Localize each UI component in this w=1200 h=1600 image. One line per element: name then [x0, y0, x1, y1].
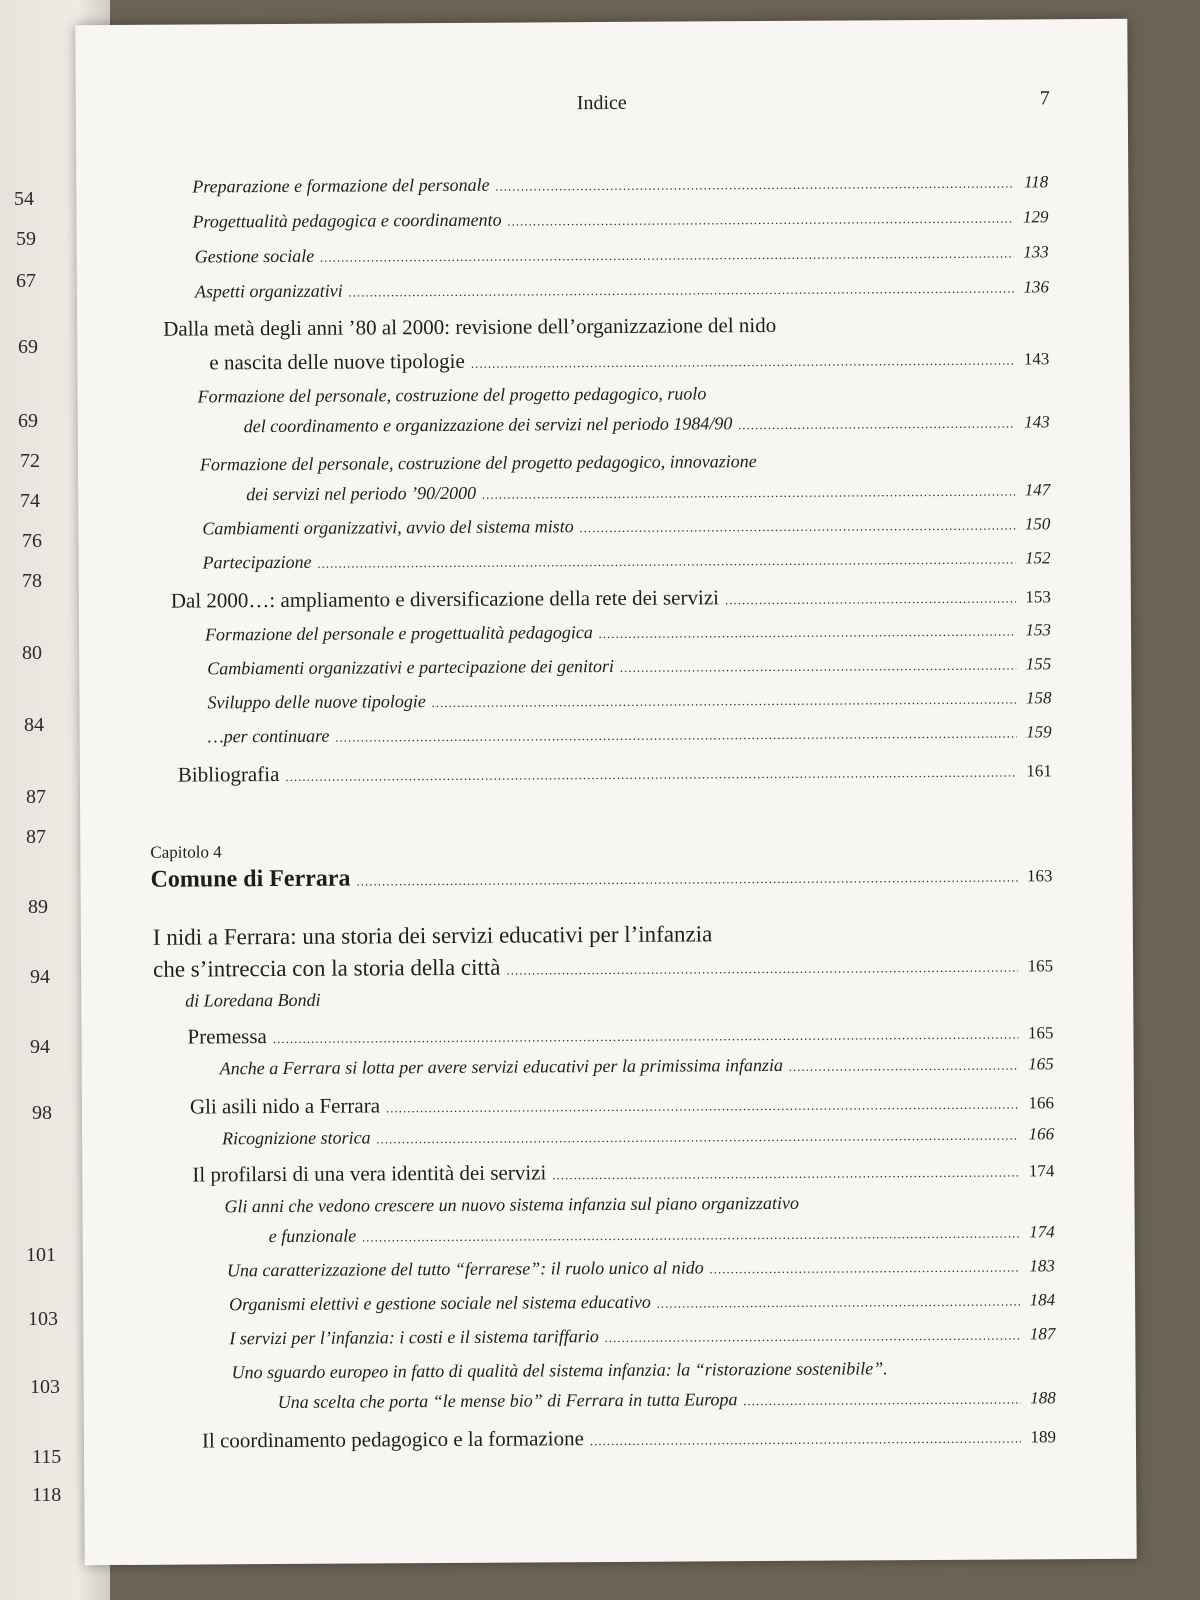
toc-entry [190, 1089, 1054, 1119]
toc-entry-page: 155 [1025, 654, 1052, 674]
leader-dots [657, 1294, 1020, 1309]
facing-page-number: 101 [26, 1244, 56, 1266]
leader-dots [710, 1260, 1020, 1275]
facing-page-number: 67 [16, 270, 36, 292]
toc-entry-title: Formazione del personale, costruzione del progetto pedagogico, ruolo [197, 383, 707, 407]
running-head: Indice [576, 91, 627, 115]
toc-entry-page: 118 [1023, 172, 1049, 192]
toc-entry-title: e nascita delle nuove tipologie [209, 348, 465, 375]
toc-entry-page: 129 [1022, 207, 1049, 227]
facing-page-number: 94 [30, 1036, 50, 1058]
toc-entry-page: 165 [1027, 956, 1054, 976]
toc-entry [205, 619, 1051, 645]
leader-dots [356, 870, 1017, 887]
toc-entry-title: del coordinamento e organizzazione dei servizi nel periodo 1984/90 [243, 413, 733, 437]
facing-page-number: 118 [32, 1484, 62, 1506]
toc-entry-title: Il profilarsi di una vera identità dei servizi [192, 1160, 547, 1187]
toc-entry [229, 1323, 1055, 1349]
leader-dots [285, 765, 1016, 782]
toc-entry-title: Formazione del personale, costruzione del progetto pedagogico, innovazione [199, 451, 757, 475]
chapter-title: Comune di Ferrara [150, 865, 351, 893]
leader-dots [789, 1058, 1018, 1072]
toc-entry-title: Gli asili nido a Ferrara [189, 1093, 381, 1119]
toc-entry [195, 276, 1049, 302]
toc-entry [208, 721, 1052, 747]
toc-entry-title: Progettualità pedagogica e coordinamento [192, 209, 502, 232]
toc-entry-page: 143 [1024, 412, 1050, 432]
toc-entry [207, 653, 1051, 679]
leader-dots [552, 1165, 1019, 1181]
toc-entry-page: 152 [1025, 548, 1051, 568]
toc-entry-page: 174 [1028, 1161, 1055, 1181]
chapter-author: di Loredana Bondi [185, 989, 321, 1011]
toc-entry-page: 159 [1026, 722, 1052, 742]
leader-dots [599, 624, 1016, 640]
facing-page-number: 76 [22, 530, 42, 552]
leader-dots [482, 484, 1015, 500]
toc-entry-title: I servizi per l’infanzia: i costi e il sistema tariffario [229, 1326, 599, 1349]
leader-dots [432, 692, 1016, 709]
leader-dots [335, 726, 1016, 743]
toc-entry [227, 1255, 1055, 1281]
facing-page-number: 54 [14, 188, 34, 210]
toc-entry [246, 479, 1050, 505]
toc-entry-page: 187 [1029, 1324, 1056, 1344]
toc-entry-page: 153 [1025, 587, 1051, 607]
toc-entry-title: Premessa [187, 1024, 267, 1049]
leader-dots [506, 960, 1017, 976]
toc-entry-title: Ricognizione storica [222, 1127, 371, 1149]
toc-entry-title: Aspetti organizzativi [194, 280, 343, 302]
toc-entry [220, 1053, 1054, 1079]
toc-entry [207, 687, 1051, 713]
facing-page-number: 78 [22, 570, 42, 592]
toc-entry [278, 1387, 1056, 1413]
facing-page-number: 59 [16, 228, 36, 250]
leader-dots [496, 176, 1015, 192]
facing-page-number: 103 [28, 1308, 58, 1330]
toc-entry [229, 1289, 1055, 1315]
toc-entry [192, 171, 1048, 197]
toc-entry [244, 411, 1050, 437]
toc-entry-title: dei servizi nel periodo ’90/2000 [246, 482, 477, 505]
toc-entry-title: Dalla metà degli anni ’80 al 2000: revisione dell’organizzazione del nido [163, 312, 777, 341]
toc-entry-page: 150 [1024, 514, 1051, 534]
chapter-label: Capitolo 4 [150, 842, 222, 862]
toc-entry-title: che s’intreccia con la storia della città [152, 954, 501, 982]
toc-entry [178, 757, 1052, 787]
toc-entry [192, 206, 1048, 232]
toc-entry [202, 1423, 1056, 1453]
leader-dots [471, 354, 1014, 370]
toc-entry-page: 165 [1027, 1023, 1054, 1043]
toc-entry-title: Cambiamenti organizzativi, avvio del sistema misto [202, 516, 574, 539]
toc-entry-page: 143 [1023, 349, 1050, 369]
leader-dots [349, 282, 1014, 299]
toc-entry-title: Bibliografia [177, 761, 280, 787]
leader-dots [605, 1328, 1020, 1344]
leader-dots [743, 1392, 1020, 1407]
toc-entry-title: Dal 2000…: ampliamento e diversificazione della rete dei servizi [170, 585, 720, 613]
facing-page-number: 87 [26, 786, 46, 808]
toc-entry-page: 133 [1023, 242, 1049, 262]
toc-entry-title: …per continuare [207, 725, 330, 747]
toc-entry-title: Anche a Ferrara si lotta per avere servizi educativi per la primissima infanzia [219, 1054, 783, 1079]
facing-page-number: 72 [20, 450, 40, 472]
toc-entry-title: Preparazione e formazione del personale [192, 174, 490, 197]
toc-entry [203, 547, 1051, 573]
leader-dots [580, 518, 1015, 534]
leader-dots [377, 1128, 1019, 1145]
toc-entry [192, 1157, 1054, 1187]
page-number: 7 [1039, 87, 1050, 110]
facing-page-number: 115 [32, 1446, 62, 1468]
toc-entry [209, 345, 1049, 375]
leader-dots [386, 1097, 1018, 1114]
chapter-page: 163 [1026, 866, 1053, 886]
toc-entry [202, 513, 1050, 539]
facing-page-number: 69 [18, 336, 38, 358]
facing-page-number: 94 [30, 966, 50, 988]
toc-entry-title: I nidi a Ferrara: una storia dei servizi educativi per l’infanzia [152, 921, 713, 950]
toc-entry-title: Uno sguardo europeo in fatto di qualità del sistema infanzia: la “ristorazione sostenibile”. [231, 1358, 888, 1383]
toc-entry-title: Gestione sociale [194, 245, 315, 267]
toc-entry [269, 1221, 1055, 1247]
toc-entry-page: 184 [1029, 1290, 1056, 1310]
toc-entry [171, 583, 1051, 613]
leader-dots [273, 1027, 1018, 1045]
toc-entry-page: 183 [1029, 1256, 1055, 1276]
facing-page-number: 80 [22, 642, 42, 664]
toc-entry-title: Il coordinamento pedagogico e la formazione [201, 1426, 584, 1453]
toc-entry-page: 166 [1028, 1093, 1054, 1113]
facing-page-number: 84 [24, 714, 44, 736]
toc-entry-title: Partecipazione [202, 551, 312, 573]
toc-entry-page: 147 [1024, 480, 1051, 500]
toc-entry [153, 951, 1053, 982]
toc-entry [222, 1123, 1054, 1149]
facing-page-number: 87 [26, 826, 46, 848]
toc-entry-title: Una scelta che porta “le mense bio” di Ferrara in tutta Europa [277, 1389, 738, 1413]
toc-entry-title: Gli anni che vedono crescere un nuovo sistema infanzia sul piano organizzativo [224, 1192, 800, 1217]
leader-dots [508, 212, 1013, 228]
toc-entry-page: 165 [1028, 1054, 1054, 1074]
toc-entry-page: 166 [1028, 1124, 1055, 1144]
toc-entry-title: e funzionale [268, 1225, 357, 1247]
leader-dots [362, 1226, 1019, 1243]
leader-dots [590, 1431, 1021, 1447]
chapter-heading [150, 861, 1052, 894]
toc-entry-page: 189 [1030, 1427, 1057, 1447]
facing-page-number: 74 [20, 490, 40, 512]
toc-entry-title: Una caratterizzazione del tutto “ferrarese”: il ruolo unico al nido [226, 1257, 704, 1281]
toc-entry-title: Formazione del personale e progettualità pedagogica [204, 622, 593, 645]
toc-entry-title: Organismi elettivi e gestione sociale nel sistema educativo [229, 1291, 651, 1315]
toc-entry-title: Cambiamenti organizzativi e partecipazione dei genitori [207, 655, 615, 679]
leader-dots [620, 658, 1016, 673]
facing-page-number: 98 [32, 1102, 52, 1124]
leader-dots [318, 552, 1016, 569]
leader-dots [725, 591, 1015, 606]
toc-entry [195, 241, 1049, 267]
toc-entry-page: 161 [1026, 761, 1052, 781]
toc-entry-page: 136 [1023, 277, 1049, 297]
leader-dots [320, 247, 1013, 264]
facing-page-number: 103 [30, 1376, 60, 1398]
toc-entry-page: 153 [1025, 620, 1052, 640]
facing-page-number: 89 [28, 896, 48, 918]
index-page [75, 19, 1136, 1565]
toc-entry-page: 158 [1025, 688, 1052, 708]
leader-dots [738, 416, 1014, 431]
facing-page-number: 69 [18, 410, 38, 432]
toc-entry-page: 174 [1029, 1222, 1055, 1242]
toc-entry [187, 1019, 1053, 1049]
toc-entry-title: Sviluppo delle nuove tipologie [207, 691, 426, 713]
toc-entry-page: 188 [1030, 1388, 1056, 1408]
